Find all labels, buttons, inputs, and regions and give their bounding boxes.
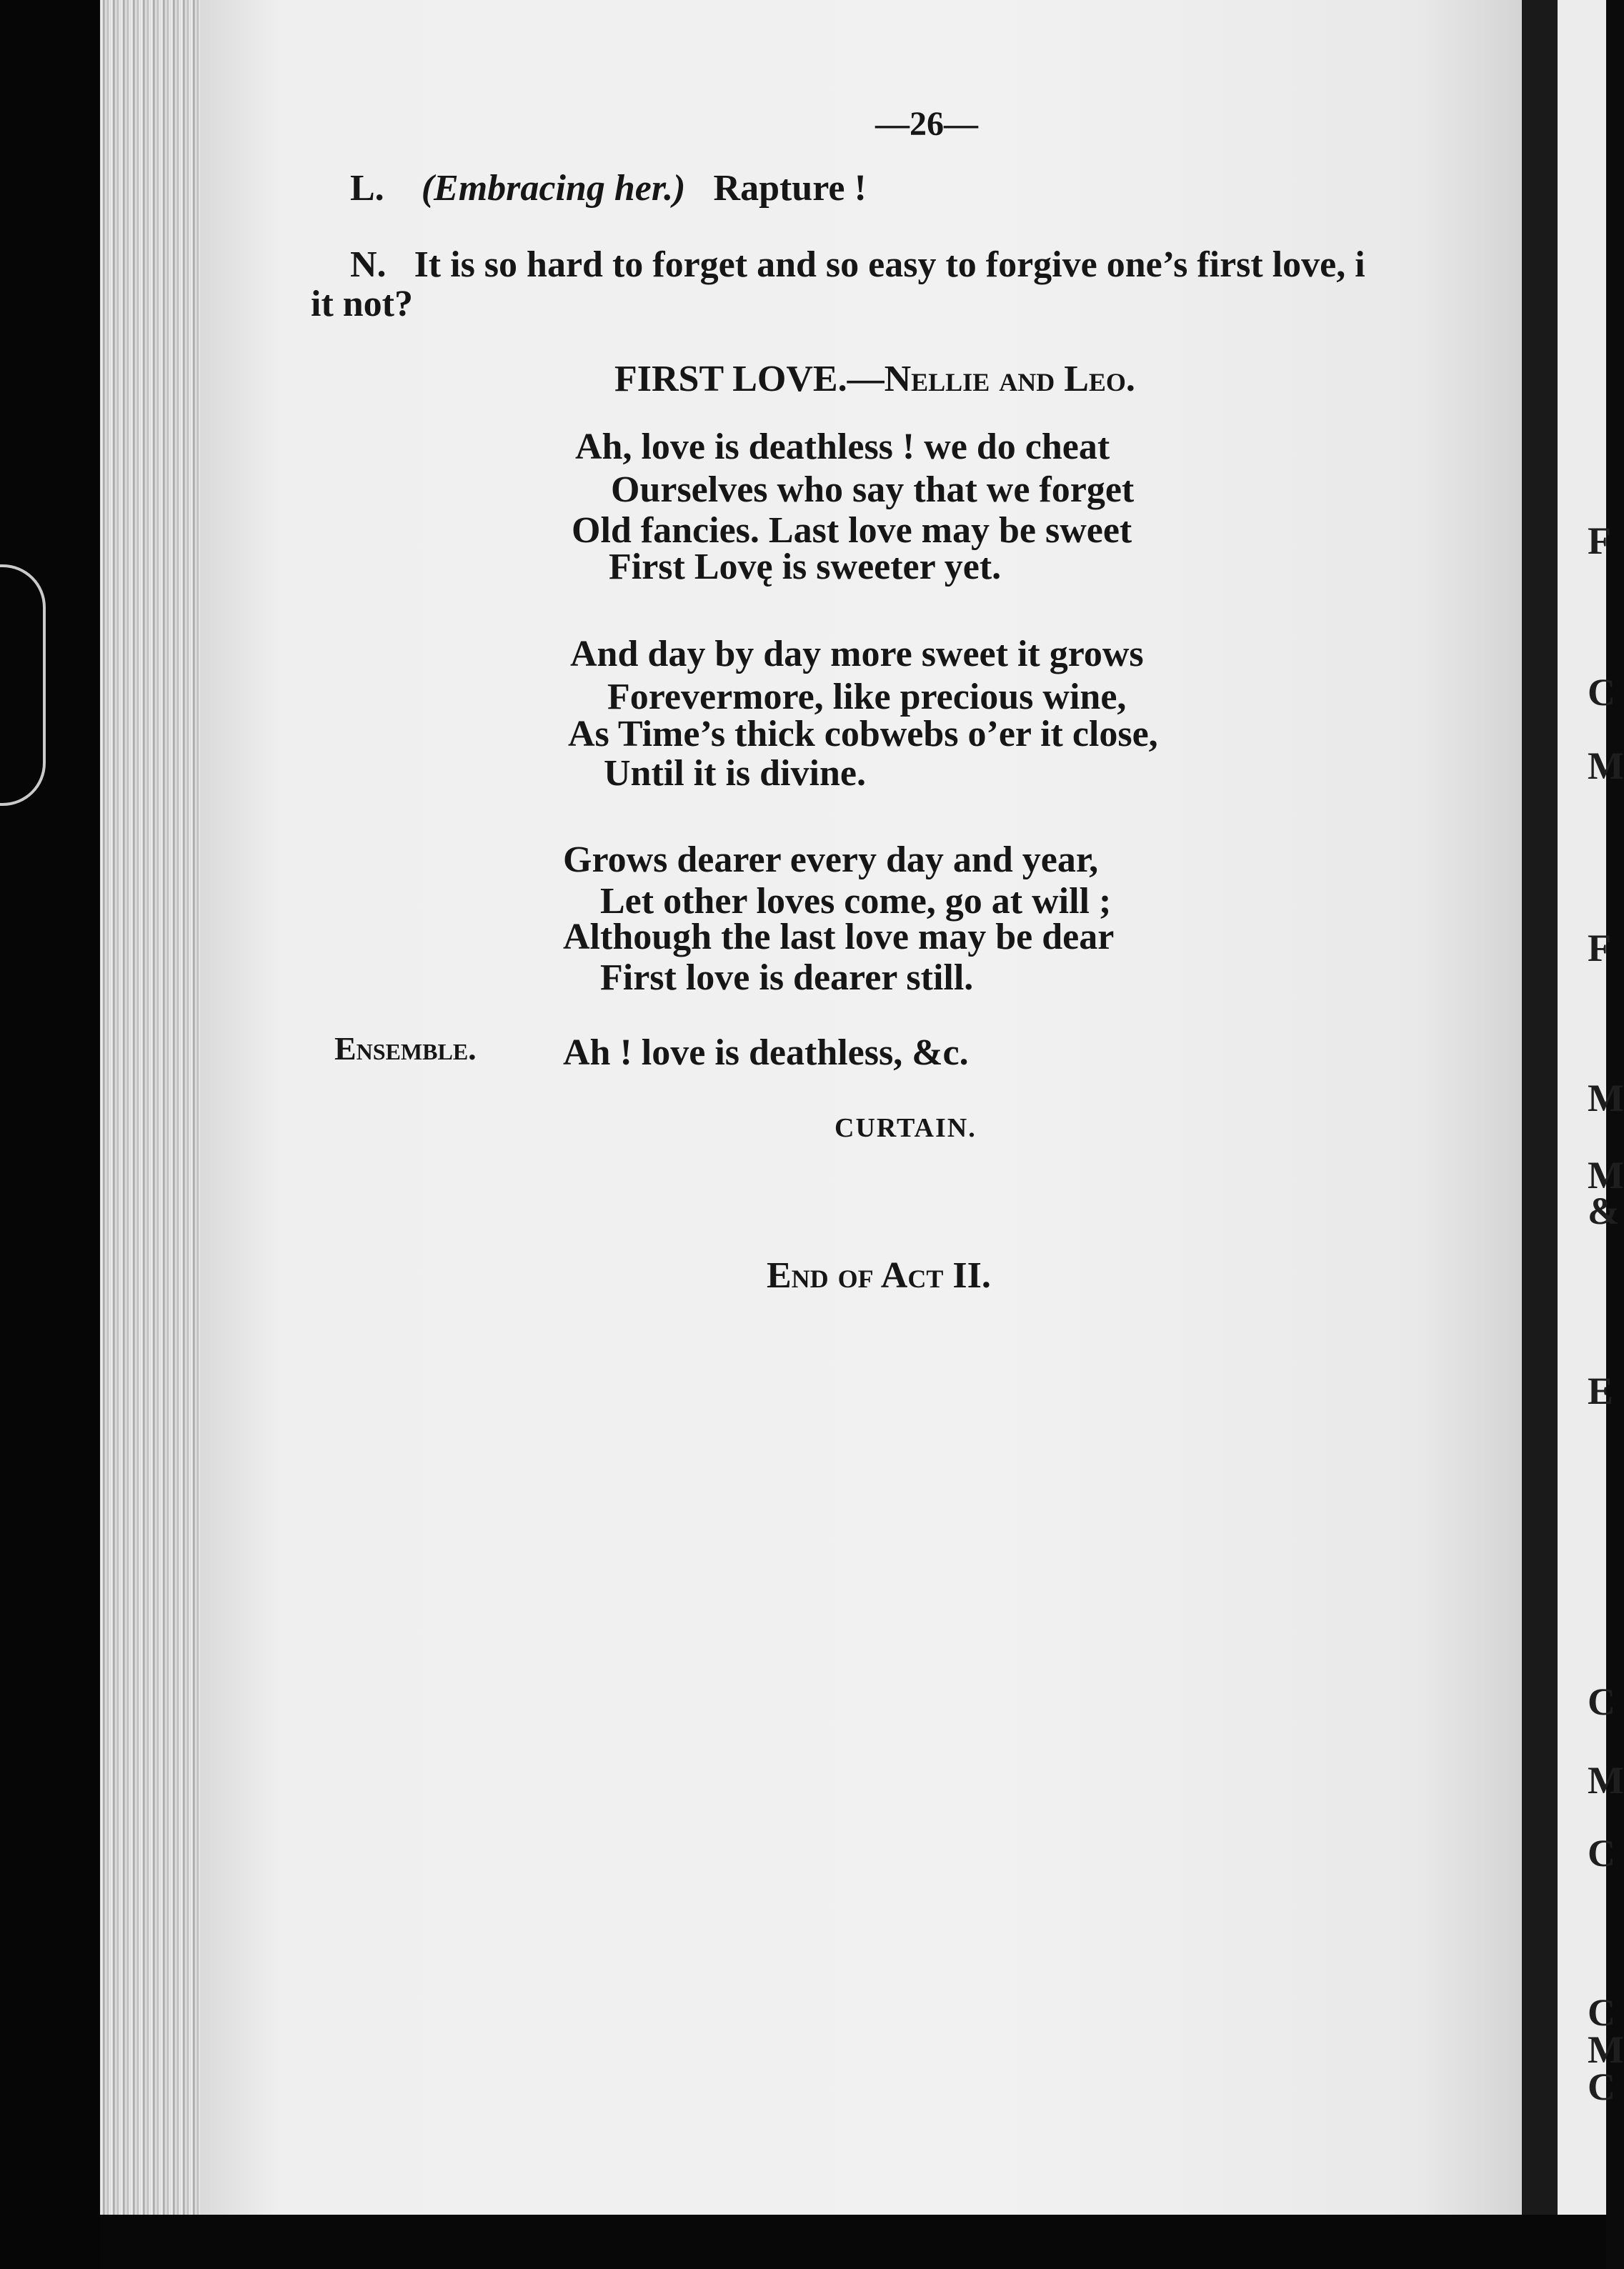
song-title-main: FIRST LOVE.— <box>614 359 885 399</box>
verse-line: Ah, love is deathless ! we do cheat <box>575 427 1110 467</box>
page-stack-edges <box>100 0 200 2269</box>
verse-line: As Time’s thick cobwebs o’er it close, <box>568 714 1158 754</box>
verse-line: Grows dearer every day and year, <box>563 839 1099 880</box>
stage-direction: (Embracing her.) <box>421 168 686 209</box>
edge-letter: M <box>1588 2028 1624 2071</box>
end-of-act: End of Act II. <box>767 1255 991 1296</box>
song-singers: Nellie and Leo. <box>884 359 1135 399</box>
edge-letter: C <box>1588 1832 1615 1875</box>
edge-letter: C <box>1588 2065 1615 2108</box>
verse-line: Although the last love may be dear <box>563 917 1115 957</box>
scan-dark-margin <box>0 0 100 2269</box>
verse-line: First love is dearer still. <box>600 957 974 998</box>
dialogue-line-nellie <box>350 246 1365 284</box>
book-spine-shadow <box>1522 0 1558 2269</box>
edge-letter: F <box>1588 519 1611 562</box>
scan-dark-bottom <box>100 2215 1606 2269</box>
dialogue-text: It is so hard to forget and so easy to forgive one’s first love, i <box>414 244 1365 285</box>
verse-line: Ourselves who say that we forget <box>611 469 1135 510</box>
edge-letter: M <box>1588 744 1624 787</box>
edge-letter: E <box>1588 1370 1614 1412</box>
verse-line: Until it is divine. <box>604 753 866 794</box>
speaker-label: L. <box>350 168 384 209</box>
verse-line: First Lovę is sweeter yet. <box>609 547 1002 587</box>
ensemble-label: Ensemble. <box>334 1030 477 1067</box>
edge-letter: & <box>1588 1190 1620 1232</box>
curtain-direction: CURTAIN. <box>835 1113 977 1143</box>
edge-letter: C <box>1588 1991 1615 2034</box>
verse-line: Old fancies. Last love may be sweet <box>572 510 1132 551</box>
edge-letter: M <box>1588 1154 1624 1197</box>
verse-line: And day by day more sweet it grows <box>570 634 1144 674</box>
binding-thread <box>0 564 46 806</box>
edge-letter: F <box>1588 927 1611 969</box>
dialogue-continuation: it not? <box>311 284 413 324</box>
verse-line: Forevermore, like precious wine, <box>607 677 1127 717</box>
speaker-label: N. <box>350 244 387 285</box>
next-page-edge <box>1558 0 1624 2269</box>
page-number: —26— <box>875 105 978 143</box>
edge-letter: C <box>1588 671 1615 714</box>
edge-letter: C <box>1588 1680 1615 1723</box>
dialogue-line-leo <box>350 170 867 207</box>
edge-letter: M <box>1588 1759 1624 1802</box>
dialogue-text: Rapture ! <box>713 168 867 209</box>
edge-letter: M <box>1588 1077 1624 1119</box>
ensemble-text: Ah ! love is deathless, &c. <box>563 1032 969 1073</box>
song-title <box>614 361 1135 398</box>
verse-line: Let other loves come, go at will ; <box>600 881 1112 922</box>
